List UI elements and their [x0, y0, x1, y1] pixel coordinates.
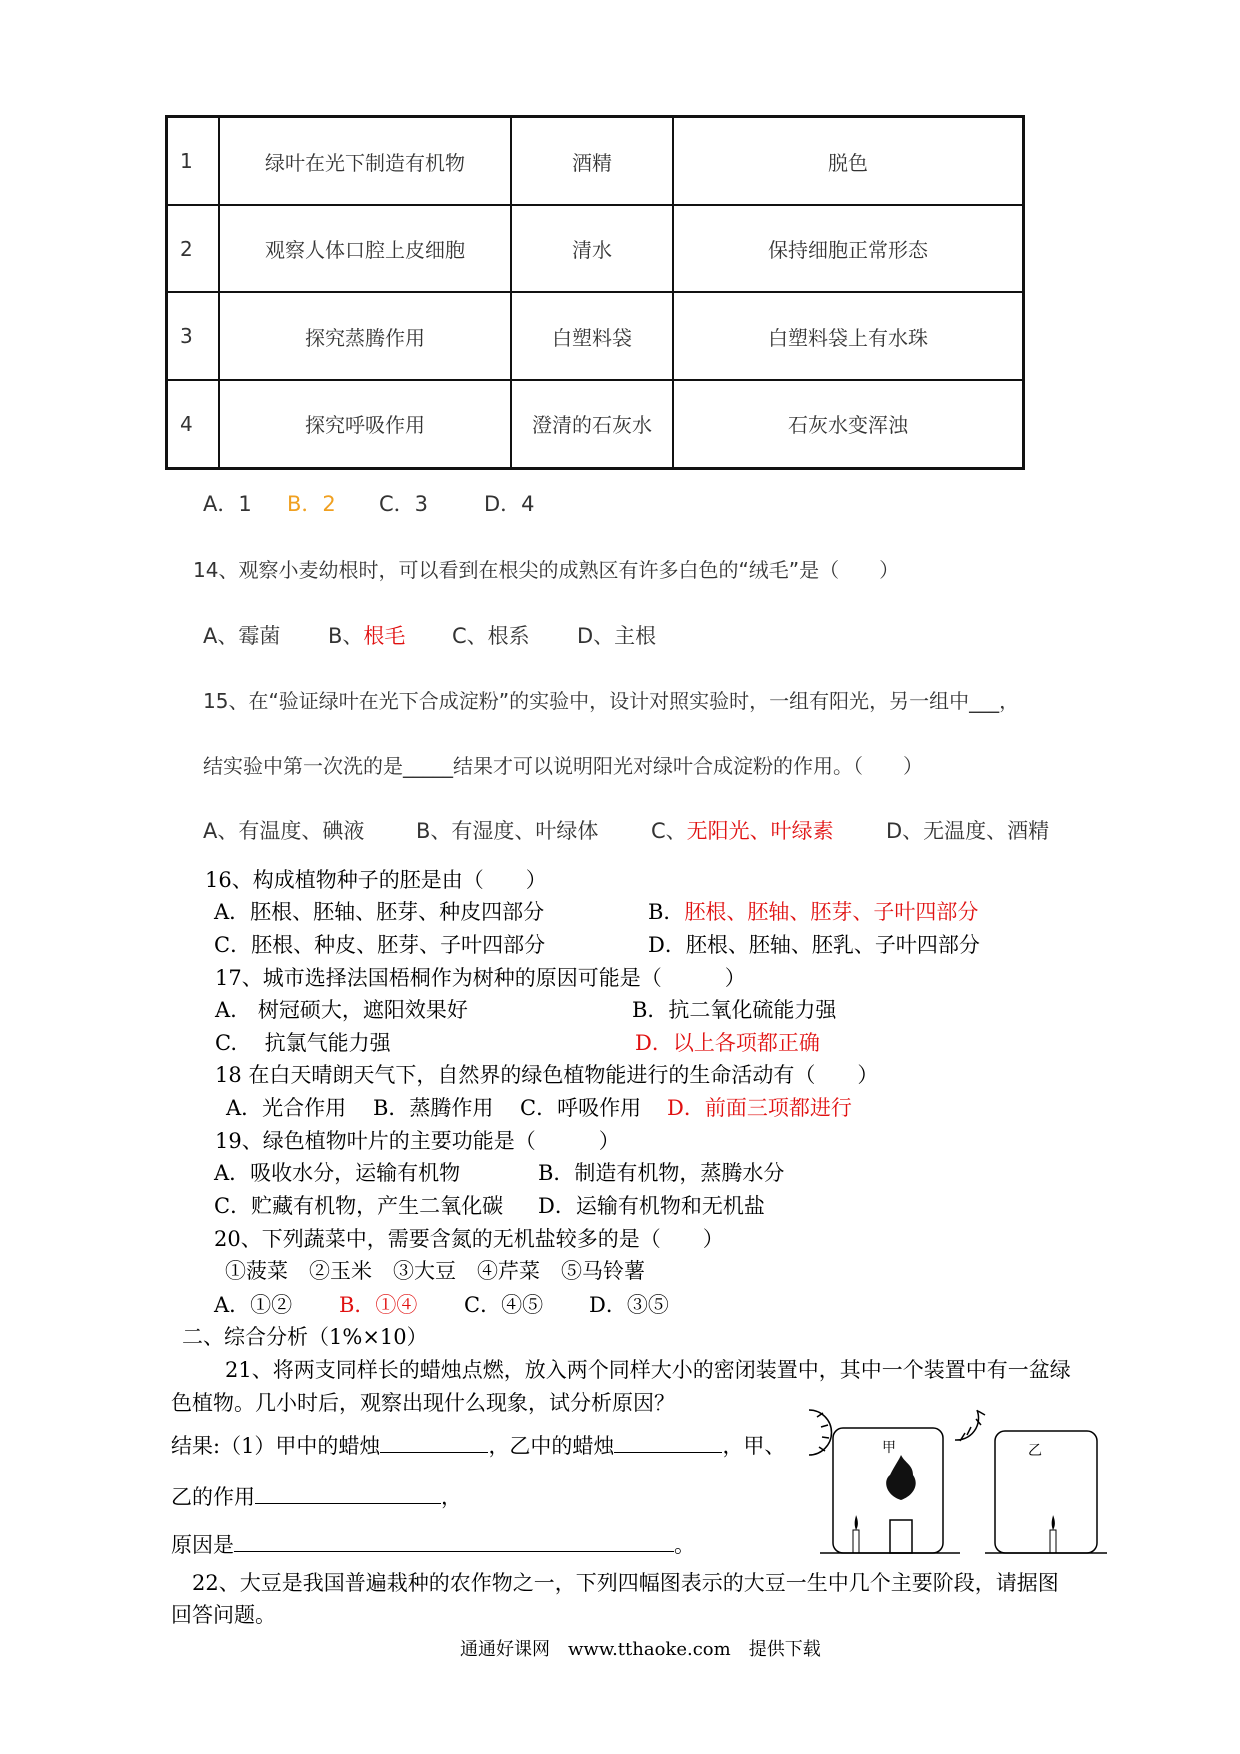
option-label: B、	[328, 624, 364, 648]
q19-option-d: D．运输有机物和无机盐	[538, 1194, 765, 1218]
q13-option-a: A．1	[203, 492, 252, 516]
answer-text: 无阳光、叶绿素	[686, 819, 834, 843]
option-label: C、	[651, 819, 687, 843]
q15-stem-line2: 结实验中第一次洗的是_____结果才可以说明阳光对绿叶合成淀粉的作用。（ ）	[203, 754, 923, 778]
answer-blank-role[interactable]	[255, 1481, 441, 1504]
sun-icon	[955, 1410, 985, 1441]
table-row	[167, 117, 1024, 206]
q20-option-b: B．①④	[339, 1293, 418, 1317]
table-row	[167, 205, 1024, 292]
q16-option-b	[648, 899, 978, 925]
candle-icon	[1050, 1515, 1056, 1553]
row-number: 2	[167, 205, 220, 292]
result-label: 结果:（1）甲中的蜡烛	[171, 1434, 381, 1458]
experiment-table	[165, 115, 1025, 470]
q16-stem: 16、构成植物种子的胚是由（ ）	[205, 868, 547, 892]
potted-plant-icon	[886, 1455, 916, 1553]
label-yi: 乙	[1028, 1443, 1042, 1459]
q21-stem-line2: 色植物。几小时后，观察出现什么现象，试分析原因？	[171, 1391, 675, 1415]
q16-option-c: C．胚根、种皮、胚芽、子叶四部分	[214, 933, 546, 957]
sun-icon	[809, 1410, 832, 1455]
page-footer: 通通好课网 www.tthaoke.com 提供下载	[460, 1639, 821, 1660]
q13-option-d: D．4	[484, 492, 535, 516]
q21-role-line	[171, 1481, 462, 1510]
material-cell: 酒精	[511, 117, 673, 206]
result-label: ，乙中的蜡烛	[488, 1434, 615, 1458]
purpose-cell: 石灰水变浑浊	[673, 380, 1024, 469]
punctuation: ，	[441, 1485, 462, 1509]
q16-option-d: D．胚根、胚轴、胚乳、子叶四部分	[648, 933, 980, 957]
q18-stem: 18 在白天晴朗天气下，自然界的绿色植物能进行的生命活动有（ ）	[215, 1063, 879, 1087]
option-label: B．	[648, 900, 685, 924]
q21-stem-line1: 21、将两支同样长的蜡烛点燃，放入两个同样大小的密闭装置中，其中一个装置中有一盆绿	[225, 1358, 1071, 1382]
q17-option-a: A. 树冠硕大，遮阳效果好	[215, 998, 468, 1022]
q14-option-b	[328, 623, 405, 649]
q21-result-line	[171, 1430, 785, 1459]
purpose-cell: 保持细胞正常形态	[673, 205, 1024, 292]
q20-stem: 20、下列蔬菜中，需要含氮的无机盐较多的是（ ）	[214, 1227, 724, 1251]
q22-stem-line1: 22、大豆是我国普遍栽种的农作物之一，下列四幅图表示的大豆一生中几个主要阶段，请据图	[192, 1571, 1059, 1595]
experiment-cell: 观察人体口腔上皮细胞	[219, 205, 511, 292]
table-row	[167, 380, 1024, 469]
table-row	[167, 292, 1024, 379]
row-number: 1	[167, 117, 220, 206]
q15-option-c	[651, 818, 834, 844]
q16-option-a: A．胚根、胚轴、胚芽、种皮四部分	[214, 900, 545, 924]
q19-option-a: A．吸收水分，运输有机物	[214, 1161, 461, 1185]
row-number: 3	[167, 292, 220, 379]
label-jia: 甲	[882, 1440, 896, 1456]
q14-option-c: C、根系	[452, 624, 530, 648]
row-number: 4	[167, 380, 220, 469]
q20-items: ①菠菜 ②玉米 ③大豆 ④芹菜 ⑤马铃薯	[225, 1259, 645, 1283]
material-cell: 清水	[511, 205, 673, 292]
q13-option-c: C．3	[379, 492, 429, 516]
q15-option-a: A、有温度、碘液	[203, 819, 365, 843]
answer-blank-reason[interactable]	[234, 1529, 674, 1552]
q17-option-d: D．以上各项都正确	[635, 1031, 820, 1055]
q20-option-d: D．③⑤	[589, 1293, 669, 1317]
q18-option-a: A．光合作用	[226, 1096, 347, 1120]
candle-icon	[853, 1515, 859, 1553]
answer-text: 胚根、胚轴、胚芽、子叶四部分	[684, 900, 979, 924]
purpose-cell: 白塑料袋上有水珠	[673, 292, 1024, 379]
experiment-cell: 探究蒸腾作用	[219, 292, 511, 379]
q20-option-a: A．①②	[214, 1293, 293, 1317]
q17-stem: 17、城市选择法国梧桐作为树种的原因可能是（ ）	[215, 966, 746, 990]
reason-label: 原因是	[171, 1533, 234, 1557]
answer-text: 根毛	[363, 624, 406, 648]
q18-option-d: D．前面三项都进行	[667, 1096, 852, 1120]
material-cell: 白塑料袋	[511, 292, 673, 379]
q19-stem: 19、绿色植物叶片的主要功能是（ ）	[215, 1129, 620, 1153]
answer-blank-yi[interactable]	[614, 1430, 722, 1453]
section-title: 二、综合分析（1%×10）	[182, 1325, 428, 1349]
q20-option-c: C．④⑤	[464, 1293, 544, 1317]
role-label: 乙的作用	[171, 1485, 255, 1509]
q18-option-c: C．呼吸作用	[520, 1096, 642, 1120]
q21-reason-line	[171, 1529, 695, 1558]
q15-option-b: B、有湿度、叶绿体	[416, 819, 599, 843]
q15-stem-line1: 15、在“验证绿叶在光下合成淀粉”的实验中，设计对照实验时，一组有阳光，另一组中___，	[203, 689, 1020, 713]
q17-option-b: B．抗二氧化硫能力强	[632, 998, 837, 1022]
experiment-cell: 绿叶在光下制造有机物	[219, 117, 511, 206]
material-cell: 澄清的石灰水	[511, 380, 673, 469]
q17-option-c: C. 抗氯气能力强	[215, 1031, 391, 1055]
q13-option-b: B．2	[287, 492, 336, 516]
result-label: ，甲、	[722, 1434, 786, 1458]
q14-option-d: D、主根	[577, 624, 657, 648]
experiment-cell: 探究呼吸作用	[219, 380, 511, 469]
punctuation: 。	[674, 1533, 695, 1557]
q14-stem: 14、观察小麦幼根时，可以看到在根尖的成熟区有许多白色的“绒毛”是（ ）	[193, 558, 900, 582]
q14-option-a: A、霉菌	[203, 624, 281, 648]
q19-option-b: B．制造有机物，蒸腾水分	[538, 1161, 785, 1185]
candle-experiment-figure	[795, 1405, 1115, 1555]
q18-option-b: B．蒸腾作用	[373, 1096, 494, 1120]
q15-option-d: D、无温度、酒精	[886, 819, 1050, 843]
purpose-cell: 脱色	[673, 117, 1024, 206]
answer-blank-jia[interactable]	[380, 1430, 488, 1453]
q22-stem-line2: 回答问题。	[171, 1603, 276, 1627]
bell-jar-yi	[995, 1431, 1097, 1553]
q19-option-c: C．贮藏有机物，产生二氧化碳	[214, 1194, 504, 1218]
